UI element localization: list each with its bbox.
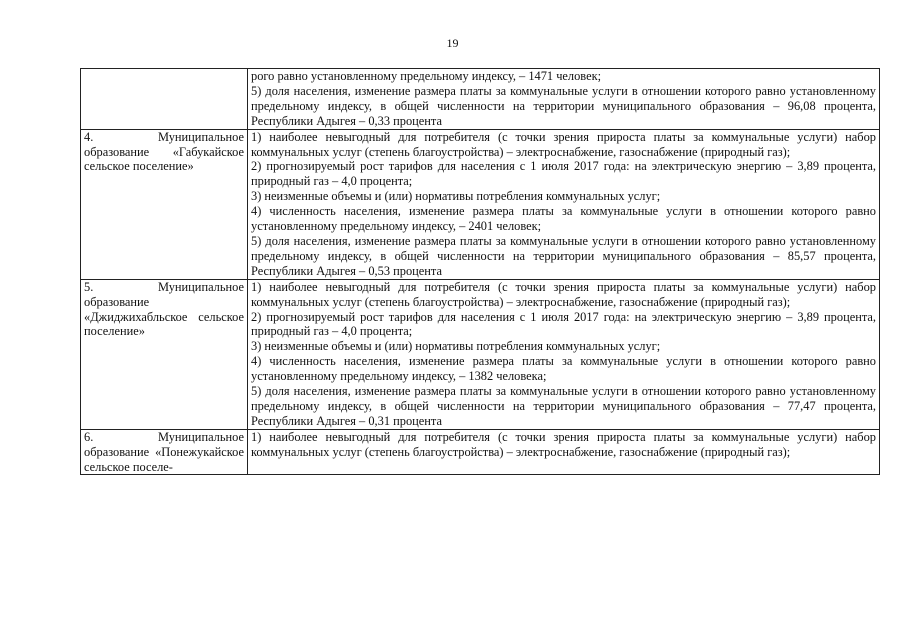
condition-line: 4) численность населения, изменение размера платы за коммунальные услуги в отношении которого равно установленному предельному индексу, – 1382 человека; xyxy=(251,354,876,384)
conditions-cell xyxy=(248,429,880,475)
condition-line: 5) доля населения, изменение размера платы за коммунальные услуги в отношении которого равно установленному предельному индексу, в общей численности на территории муниципального образования – 85,57 процента, Республики Адыгея – 0,53 процента xyxy=(251,233,876,278)
condition-line: 5) доля населения, изменение размера платы за коммунальные услуги в отношении которого равно установленному предельному индексу, в общей численности на территории муниципального образования – 77,47 процента, Республики Адыгея – 0,31 процента xyxy=(251,384,876,428)
conditions-cell xyxy=(248,279,880,429)
condition-line: 4) численность населения, изменение размера платы за коммунальные услуги в отношении которого равно установленному предельному индексу, – 2401 человек; xyxy=(251,204,876,234)
condition-line: 2) прогнозируемый рост тарифов для населения с 1 июля 2017 года: на электрическую энергию – 3,89 процента, природный газ – 4,0 процента; xyxy=(251,309,876,339)
condition-line: 3) неизменные объемы и (или) нормативы потребления коммунальных услуг; xyxy=(251,189,661,204)
condition-line: 3) неизменные объемы и (или) нормативы потребления коммунальных услуг; xyxy=(251,339,661,354)
table-row xyxy=(81,279,880,429)
conditions-cell xyxy=(248,69,880,130)
table-row xyxy=(81,429,880,475)
table-row xyxy=(81,69,880,130)
condition-line: 5) доля населения, изменение размера платы за коммунальные услуги в отношении которого равно установленному предельному индексу, в общей численности на территории муниципального образования – 96,08 процента, Республики Адыгея – 0,33 процента xyxy=(251,83,876,128)
condition-line: 2) прогнозируемый рост тарифов для населения с 1 июля 2017 года: на электрическую энергию – 3,89 процента, природный газ – 4,0 процента; xyxy=(251,159,876,189)
condition-line: 1) наиболее невыгодный для потребителя (с точки зрения прироста платы за коммунальные услуги) набор коммунальных услуг (степень благоустройства) – электроснабжение, газоснабжение (природный газ); xyxy=(251,429,876,459)
table-row xyxy=(81,129,880,279)
condition-line: 1) наиболее невыгодный для потребителя (с точки зрения прироста платы за коммунальные услуги) набор коммунальных услуг (степень благоустройства) – электроснабжение, газоснабжение (природный газ); xyxy=(251,129,876,159)
municipality-name-cell: 6. Муниципальное образование «Понежукайское сельское поселе- xyxy=(81,429,248,475)
municipal-data-table xyxy=(80,68,880,475)
condition-line: 1) наиболее невыгодный для потребителя (с точки зрения прироста платы за коммунальные услуги) набор коммунальных услуг (степень благоустройства) – электроснабжение, газоснабжение (природный газ); xyxy=(251,279,876,309)
page-number: 19 xyxy=(446,36,459,50)
conditions-cell xyxy=(248,129,880,279)
condition-line: рого равно установленному предельному индексу, – 1471 человек; xyxy=(251,69,602,83)
municipality-name-cell: 5. Муниципальное образование «Джиджихабльское сельское поселение» xyxy=(81,279,248,429)
municipality-name-cell xyxy=(81,69,248,130)
municipality-name-cell: 4. Муниципальное образование «Габукайское сельское поселение» xyxy=(81,129,248,279)
